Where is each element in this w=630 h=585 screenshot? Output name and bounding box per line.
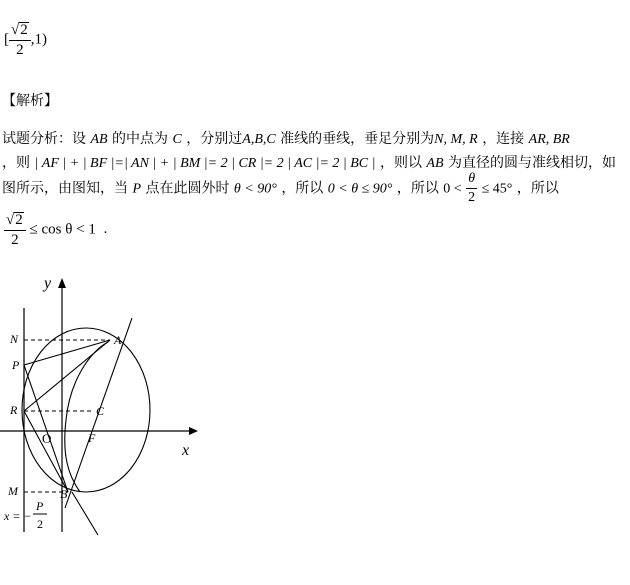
- text-segment: 图所示，由图知，当: [2, 180, 128, 197]
- text-segment: ，所以: [516, 180, 559, 197]
- line-ab-extension: [72, 492, 98, 535]
- segment-ra: [24, 340, 110, 411]
- math-focal-formula: | AF | + | BF |=| AN | + | BM |= 2 | CR |= 2 | AC |= 2 | BC |: [34, 156, 376, 171]
- math-le-45: ≤ 45°: [481, 181, 513, 197]
- text-segment: ，所以: [396, 180, 439, 197]
- math-ab: AB: [426, 156, 444, 171]
- math-nmr: N, M, R: [434, 132, 478, 147]
- math-half-theta: [466, 172, 477, 205]
- x-axis-arrow: [189, 427, 198, 435]
- analysis-line-3: [2, 172, 559, 205]
- geometry-figure: [0, 270, 215, 545]
- result-sqrt-arg: 2: [15, 212, 23, 228]
- answer-line: [4, 22, 47, 58]
- analysis-line-4: [4, 212, 107, 248]
- result-inequality: ≤ cos θ < 1: [29, 221, 96, 238]
- text-segment: 为直径的圆与准线相切，如: [447, 155, 616, 171]
- math-p: P: [132, 181, 142, 197]
- label-x-axis: x: [182, 442, 190, 459]
- result-denominator: 2: [11, 232, 19, 248]
- math-condition-2: 0 < θ ≤ 90°: [327, 181, 393, 197]
- text-segment: ，分别过: [186, 131, 243, 147]
- sqrt-sign: √: [6, 212, 15, 228]
- label-p: P: [12, 358, 20, 372]
- answer-denominator: 2: [16, 42, 24, 58]
- text-segment: 试题分析：设: [2, 131, 86, 147]
- analysis-line-2: [2, 152, 616, 172]
- analysis-heading: 【解析】: [2, 93, 58, 109]
- label-a: A: [114, 333, 122, 347]
- math-condition-1: θ < 90°: [233, 181, 277, 197]
- label-o: O: [42, 431, 52, 446]
- directrix-equation-prefix: x = −: [4, 509, 32, 523]
- math-abc: A,B,C: [242, 132, 276, 147]
- label-c: C: [96, 404, 105, 418]
- segment-pa: [24, 340, 110, 365]
- text-segment: ，则: [2, 155, 30, 171]
- answer-open-bracket: [: [4, 31, 9, 48]
- analysis-line-1: [2, 128, 570, 148]
- math-ab: AB: [90, 132, 108, 147]
- math-ar-br: AR, BR: [528, 132, 570, 147]
- text-segment: ，连接: [482, 131, 525, 147]
- math-zero-lt: 0 <: [443, 181, 462, 197]
- answer-sqrt-arg: 2: [20, 22, 28, 38]
- circle-ab: [22, 328, 150, 492]
- text-segment: 准线的垂线，垂足分别为: [280, 131, 435, 147]
- label-n: N: [10, 332, 19, 346]
- text-segment: ，则以: [379, 155, 422, 171]
- math-two: 2: [468, 190, 476, 205]
- label-y-axis: y: [44, 275, 52, 292]
- y-axis-arrow: [58, 278, 66, 288]
- result-period: .: [103, 221, 108, 238]
- directrix-equation-num: P: [36, 499, 44, 513]
- directrix-equation-den: 2: [37, 517, 43, 531]
- result-fraction: [4, 212, 26, 248]
- label-f: F: [88, 431, 96, 445]
- text-segment: 点在此圆外时: [145, 180, 230, 197]
- math-c: C: [172, 132, 182, 147]
- text-segment: ，所以: [281, 180, 324, 197]
- math-theta: θ: [466, 172, 477, 189]
- sqrt-sign: √: [11, 22, 20, 38]
- label-b: B: [60, 487, 68, 501]
- answer-tail: ,1): [30, 31, 47, 48]
- label-r: R: [10, 403, 18, 417]
- text-segment: 的中点为: [112, 131, 169, 147]
- label-m: M: [8, 484, 18, 498]
- answer-fraction: [9, 22, 31, 58]
